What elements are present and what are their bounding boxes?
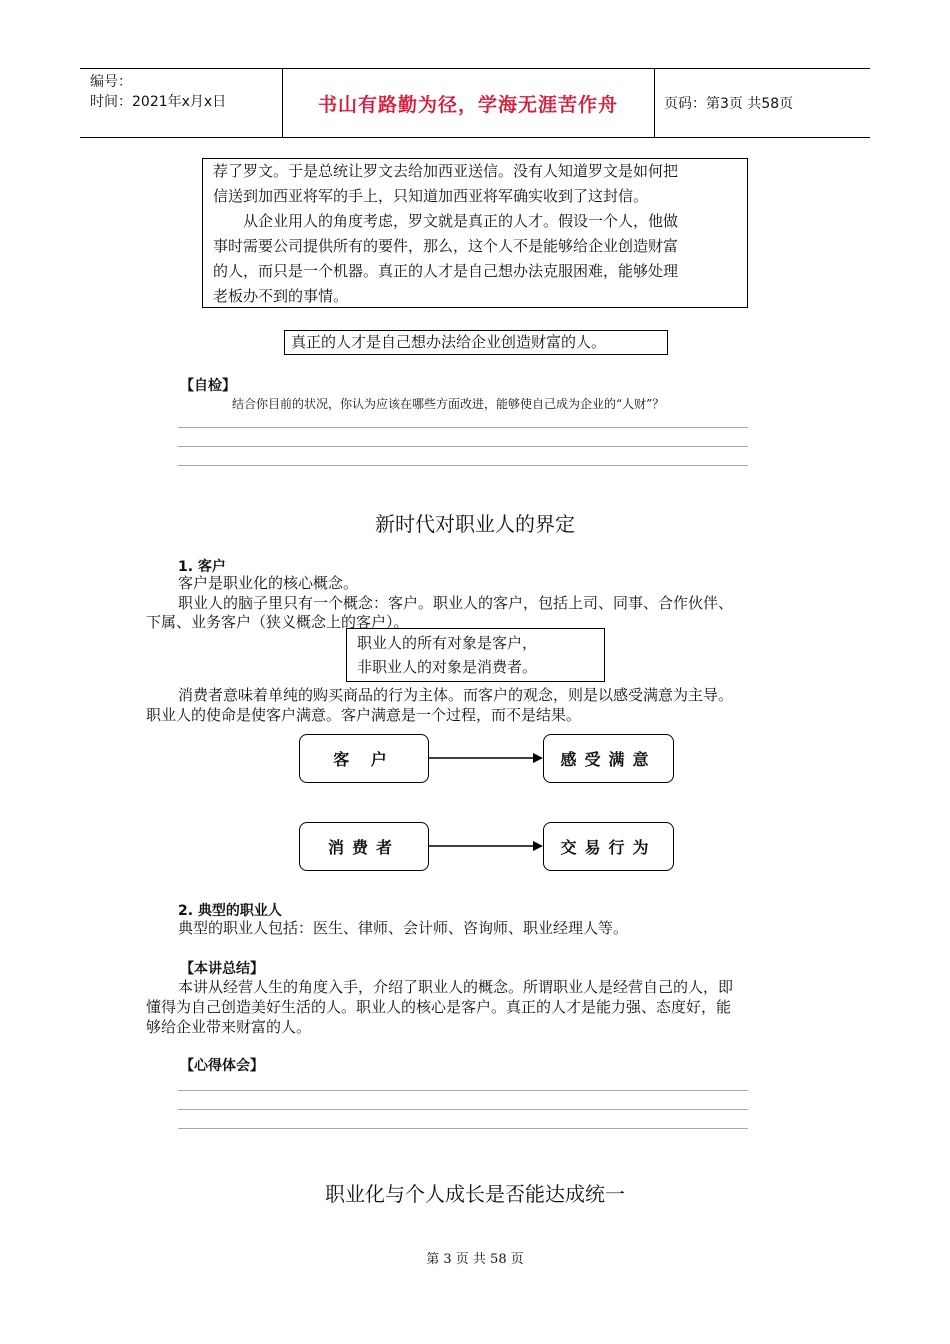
flow-node-consumer: 消费者 (299, 822, 429, 871)
paragraph: 消费者意味着单纯的购买商品的行为主体。而客户的观念，则是以感受满意为主导。 (178, 686, 734, 704)
date-label: 时间：2021年x月x日 (90, 94, 227, 110)
answer-line (178, 1109, 748, 1110)
answer-line (178, 446, 748, 447)
story-line: 信送到加西亚将军的手上，只知道加西亚将军确实收到了这封信。 (213, 187, 649, 205)
header-motto-cell (282, 69, 655, 137)
story-line: 从企业用人的角度考虑，罗文就是真正的人才。假设一个人，他做 (243, 212, 679, 230)
story-line: 的人，而只是一个机器。真正的人才是自己想办法克服困难，能够处理 (213, 262, 679, 280)
page-header (80, 68, 870, 138)
page-footer: 第 3 页 共 58 页 (426, 1252, 524, 1267)
paragraph: 典型的职业人包括：医生、律师、会计师、咨询师、职业经理人等。 (178, 919, 629, 937)
subsection-title: 1. 客户 (178, 559, 226, 575)
answer-line (178, 465, 748, 466)
self-check-question: 结合你目前的状况，你认为应该在哪些方面改进，能够使自己成为企业的“人财”？ (232, 397, 665, 411)
client-note-box (346, 628, 605, 682)
note-line: 职业人的所有对象是客户， (357, 634, 538, 652)
subsection-title: 2. 典型的职业人 (178, 903, 282, 919)
story-line: 老板办不到的事情。 (213, 287, 349, 305)
paragraph: 客户是职业化的核心概念。 (178, 574, 359, 592)
note-line: 非职业人的对象是消费者。 (357, 658, 538, 676)
summary-title: 【本讲总结】 (180, 961, 264, 977)
flow-node-transaction: 交易行为 (543, 822, 674, 871)
paragraph: 下属、业务客户（狭义概念上的客户）。 (146, 613, 409, 631)
story-line: 事时需要公司提供所有的要件，那么，这个人不是能够给企业创造财富 (213, 237, 679, 255)
header-page-info: 页码：第3页 共58页 (664, 96, 794, 112)
answer-line (178, 1128, 748, 1129)
number-label: 编号： (90, 74, 132, 90)
reflection-title: 【心得体会】 (180, 1058, 264, 1074)
section-heading: 新时代对职业人的界定 (375, 512, 575, 536)
talent-box: 真正的人才是自己想办法给企业创造财富的人。 (284, 330, 668, 355)
story-line: 荐了罗文。于是总统让罗文去给加西亚送信。没有人知道罗文是如何把 (213, 162, 679, 180)
answer-line (178, 427, 748, 428)
paragraph: 职业人的脑子里只有一个概念：客户。职业人的客户，包括上司、同事、合作伙伴、 (178, 594, 734, 612)
self-check-title: 【自检】 (180, 378, 236, 394)
section-heading: 职业化与个人成长是否能达成统一 (325, 1182, 625, 1206)
flow-node-satisfaction: 感受满意 (543, 734, 674, 783)
paragraph: 职业人的使命是使客户满意。客户满意是一个过程，而不是结果。 (146, 706, 582, 724)
motto-text: 书山有路勤为径，学海无涯苦作舟 (317, 93, 618, 116)
story-box (202, 158, 748, 308)
summary-line: 懂得为自己创造美好生活的人。职业人的核心是客户。真正的人才是能力强、态度好，能 (146, 998, 732, 1016)
summary-line: 本讲从经营人生的角度入手，介绍了职业人的概念。所谓职业人是经营自己的人，即 (178, 978, 734, 996)
flow-arrow-2 (429, 838, 545, 854)
header-meta (80, 69, 283, 137)
answer-line (178, 1090, 748, 1091)
summary-line: 够给企业带来财富的人。 (146, 1018, 312, 1036)
flow-arrow-1 (429, 750, 545, 766)
flow-node-client: 客 户 (299, 734, 429, 783)
